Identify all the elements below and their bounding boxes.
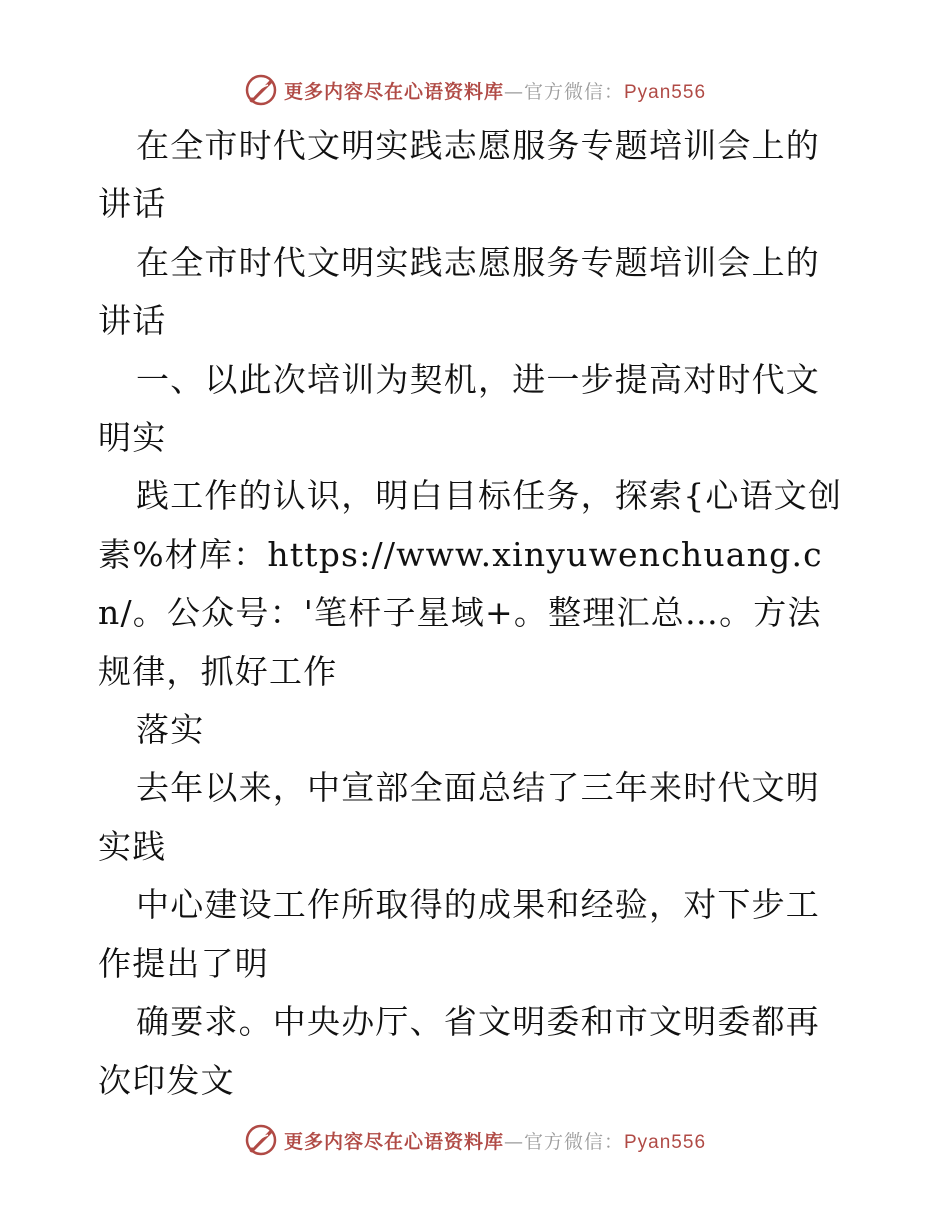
- paragraph: 中心建设工作所取得的成果和经验，对下步工作提出了明: [98, 885, 820, 983]
- paragraph: 去年以来，中宣部全面总结了三年来时代文明实践: [98, 768, 820, 866]
- header-watermark: [0, 70, 950, 110]
- watermark-text: 更多内容尽在心语资料库—官方微信：Pyan556: [283, 80, 707, 103]
- document-body: [98, 117, 853, 1110]
- footer-watermark: [0, 1120, 950, 1160]
- paragraph: 践工作的认识，明白目标任务，探索{心语文创素%材库：https://www.xinyuwenchuang.cn/。公众号：'笔杆子星域+。整理汇总…。方法规律，抓好工作: [98, 476, 843, 691]
- quill-logo-icon: [244, 1123, 278, 1157]
- paragraph: 确要求。中央办厅、省文明委和市文明委都再次印发文: [98, 1002, 820, 1100]
- section-heading: 一、以此次培训为契机，进一步提高对时代文明实: [98, 359, 820, 458]
- watermark-text: 更多内容尽在心语资料库—官方微信：Pyan556: [283, 1130, 707, 1153]
- paragraph: 落实: [136, 710, 205, 750]
- document-title: 在全市时代文明实践志愿服务专题培训会上的讲话: [98, 126, 820, 224]
- quill-logo-icon: [244, 73, 278, 107]
- paragraph: 在全市时代文明实践志愿服务专题培训会上的讲话: [98, 242, 820, 341]
